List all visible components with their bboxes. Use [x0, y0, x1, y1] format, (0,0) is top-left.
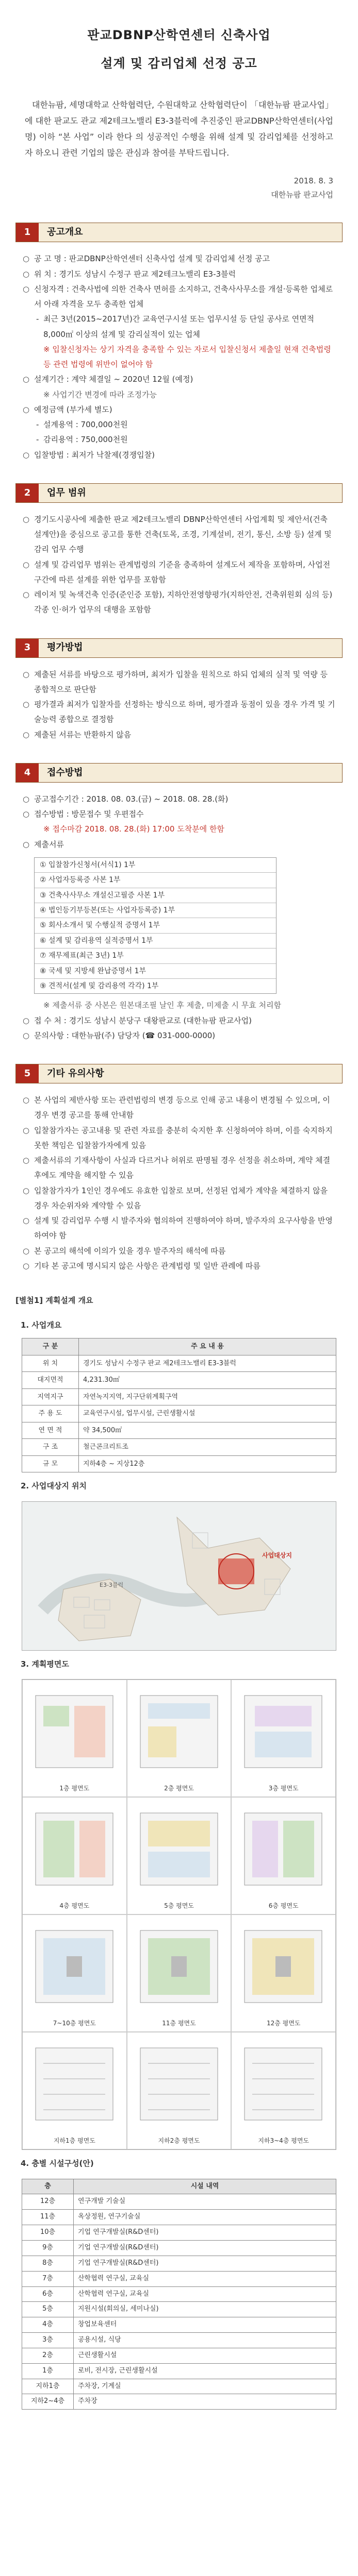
table-cell: 규 모: [22, 1455, 79, 1472]
text-line: ○ 제출된 서류는 반환하지 않음: [23, 727, 335, 742]
table-cell: 주 용 도: [22, 1405, 79, 1422]
table-cell: 지하2~4층: [22, 2394, 74, 2410]
table-row: [22, 2394, 336, 2410]
title-line-2: 설계 및 감리업체 선정 공고: [101, 56, 257, 71]
floor-plan: [127, 1797, 232, 1914]
intro-paragraph: 대한뉴팜, 세명대학교 산학협력단, 수원대학교 산학협력단이 「대한뉴팜 판교사업」 에 대한 판교도 관교 제2테크노밸리 E3-3블럭에 추진중인 판교DBNP산학연센터(사업명) 이하 “본 사업” 이라 한다 의 성공적인 수행을 위해 설계 및 감리업체를 선정하고자 하오니 관련 기업의 많은 관심과 참여를 부탁드립니다.: [25, 99, 333, 158]
floor-plan: [127, 1914, 232, 2032]
site-location-map: [22, 1501, 336, 1651]
document-item: ⑥ 설계 및 감리용역 실적증명서 1부: [35, 934, 276, 948]
block-label: E3-3블럭: [100, 1581, 124, 1588]
table-row: [22, 1388, 336, 1405]
text-line: ○ 문의사항 : 대한뉴팜(주) 담당자 (☎ 031-000-0000): [23, 1028, 335, 1043]
table-cell: 2층: [22, 2348, 74, 2363]
site-map-drawing: [22, 1502, 336, 1651]
table-row: [22, 2256, 336, 2271]
table-cell: 옥상정원, 연구기술실: [74, 2210, 336, 2225]
table-cell: 산학협력 연구실, 교육실: [74, 2286, 336, 2302]
table-cell: 8층: [22, 2256, 74, 2271]
section-title: 접수방법: [39, 764, 342, 782]
floor-plan-caption: 지하2층 평면도: [158, 2137, 200, 2144]
text-line: ○ 본 사업의 제반사항 또는 관련법령의 변경 등으로 인해 공고 내용이 변경될 수 있으며, 이 경우 변경 공고를 통해 안내함: [23, 1093, 335, 1123]
title-line-1: 판교DBNP산학연센터 신축사업: [87, 28, 271, 42]
floor-plan: [231, 1797, 336, 1914]
table-cell: 자연녹지지역, 지구단위계획구역: [79, 1388, 336, 1405]
table-row: [22, 1422, 336, 1439]
text-line: ○ 제출서류의 기재사항이 사실과 다르거나 허위로 판명될 경우 선정을 취소하며, 계약 체결 후에도 계약을 해지할 수 있음: [23, 1153, 335, 1183]
table-row: [22, 1439, 336, 1456]
section-title: 평가방법: [39, 639, 342, 657]
table-row: [22, 2271, 336, 2286]
announcement-date: 2018. 8. 3: [294, 176, 333, 186]
floor-plan-caption: 2층 평면도: [164, 1784, 194, 1792]
table-row: [22, 1355, 336, 1372]
table-cell: 지역지구: [22, 1388, 79, 1405]
floor-plan: [127, 1680, 232, 1797]
table-cell: 위 치: [22, 1355, 79, 1372]
table-cell: 10층: [22, 2225, 74, 2241]
floor-plan: [22, 1680, 127, 1797]
floor-plan-grid: [22, 1679, 336, 2150]
section-title: 공고개요: [39, 223, 342, 242]
table-row: [22, 2240, 336, 2256]
table-cell: 4층: [22, 2317, 74, 2333]
text-line: ○ 제출서류: [23, 837, 335, 852]
date-block: [0, 161, 358, 202]
floor-plan-caption: 11층 평면도: [162, 2019, 196, 2027]
table-cell: 철근콘크리트조: [79, 1439, 336, 1456]
text-line: ○ 접수방법 : 방문접수 및 우편접수: [23, 807, 335, 822]
floor-plan-caption: 12층 평면도: [266, 2019, 301, 2027]
site-highlight: [218, 1558, 254, 1584]
text-line: ○ 제출된 서류를 바탕으로 평가하며, 최저가 입찰을 원칙으로 하되 업체의 실적 및 역량 등 종합적으로 판단함: [23, 667, 335, 698]
subsection-title: 3. 계획평면도: [21, 1659, 69, 1669]
table-cell: 창업보육센터: [74, 2317, 336, 2333]
floor-plan-caption: 3층 평면도: [268, 1784, 299, 1792]
table-cell: 공용시설, 식당: [74, 2333, 336, 2348]
floor-plan: [231, 1914, 336, 2032]
text-line: ○ 입찰방법 : 최저가 낙찰제(경쟁입찰): [23, 448, 335, 463]
section-number: 1: [16, 223, 39, 242]
table-cell: 산학협력 연구실, 교육실: [74, 2271, 336, 2286]
section-evaluation: [0, 638, 358, 742]
text-line: ○ 설계 및 감리업무 수행 시 발주자와 협의하여 진행하여야 하며, 발주자의 요구사항을 반영하여야 함: [23, 1213, 335, 1244]
floor-plan-caption: 5층 평면도: [164, 1902, 194, 1909]
table-row: [22, 2348, 336, 2363]
section-heading: [15, 223, 343, 242]
table-row: [22, 2225, 336, 2241]
table-header-cell: 층: [22, 2179, 74, 2194]
table-header-cell: 구 분: [22, 1338, 79, 1355]
section-title: 기타 유의사항: [39, 1064, 342, 1083]
table-cell: 7층: [22, 2271, 74, 2286]
text-line: - 설계용역 : 700,000천원: [23, 417, 335, 432]
note-line: ※ 입찰신청자는 상기 자격을 충족할 수 있는 자로서 입찰신청서 제출일 현재 건축법령 등 관련 법령에 위반이 없어야 함: [43, 344, 331, 369]
document-header: [0, 0, 358, 82]
table-cell: 근린생활시설: [74, 2348, 336, 2363]
section-number: 5: [16, 1064, 39, 1083]
document-item: ④ 법인등기부등본(또는 사업자등록증) 1부: [35, 903, 276, 918]
section-heading: [15, 483, 343, 503]
table-row: [22, 2317, 336, 2333]
floor-plan: [22, 2032, 127, 2149]
text-line: ○ 입찰참가자는 공고내용 및 관련 자료를 충분히 숙지한 후 신청하여야 하며, 이를 숙지하지 못한 책임은 입찰참가자에게 있음: [23, 1123, 335, 1154]
table-cell: 9층: [22, 2240, 74, 2256]
floor-plan-caption: 6층 평면도: [268, 1902, 299, 1909]
text-line: - 감리용역 : 750,000천원: [23, 432, 335, 447]
table-cell: 로비, 전시장, 근린생활시설: [74, 2363, 336, 2379]
document-item: ⑨ 견적서(설계 및 감리용역 각각) 1부: [40, 981, 159, 990]
table-cell: 4,231.30㎡: [79, 1372, 336, 1389]
floor-plan-caption: 1층 평면도: [59, 1784, 90, 1792]
text-line: ○ 예정금액 (부가세 별도): [23, 402, 335, 417]
note-line: ※ 사업기간 변경에 따라 조정가능: [43, 389, 157, 399]
table-row: [22, 1455, 336, 1472]
section-heading: [15, 763, 343, 783]
text-line: ○ 설계기간 : 계약 체결일 ~ 2020년 12월 (예정): [23, 372, 335, 387]
document-item: ② 사업자등록증 사본 1부: [35, 873, 276, 888]
text-line: ○ 접 수 처 : 경기도 성남시 분당구 대왕판교로 (대한뉴팜 판교사업): [23, 1013, 335, 1028]
section-title: 업무 범위: [39, 484, 342, 502]
table-cell: 구 조: [22, 1439, 79, 1456]
table-header-cell: 시설 내역: [74, 2179, 336, 2194]
table-row: [22, 2333, 336, 2348]
section-number: 2: [16, 484, 39, 502]
table-row: [22, 2286, 336, 2302]
text-line: ○ 신청자격 : 건축사법에 의한 건축사 면허를 소지하고, 건축사사무소를 개설·등록한 업체로서 아래 자격을 모두 충족한 업체: [23, 282, 335, 312]
text-line: ○ 경기도시공사에 제출한 판교 제2테크노밸리 DBNP산학연센터 사업계획 및 제안서(건축 설계안)을 중심으로 공고를 통한 건축(토목, 조경, 기계설비, 전기, 통신, 소방 등) 설계 및 감리 업무 수행: [23, 512, 335, 557]
document-item: ⑧ 국세 및 지방세 완납증명서 1부: [35, 964, 276, 979]
table-row: [22, 1405, 336, 1422]
section-number: 4: [16, 764, 39, 782]
table-cell: 약 34,500㎡: [79, 1422, 336, 1439]
table-cell: 3층: [22, 2333, 74, 2348]
table-cell: 1층: [22, 2363, 74, 2379]
section-overview: [0, 223, 358, 463]
table-cell: 5층: [22, 2302, 74, 2317]
table-row: [22, 2363, 336, 2379]
floor-plan: [231, 1680, 336, 1797]
table-cell: 연구개발 기술실: [74, 2194, 336, 2210]
section-heading: [15, 638, 343, 658]
subsection-title: 2. 사업대상지 위치: [21, 1481, 87, 1491]
table-cell: 교육연구시설, 업무시설, 근린생활시설: [79, 1405, 336, 1422]
floor-plan-caption: 지하1층 평면도: [53, 2137, 95, 2144]
table-cell: 지하1층: [22, 2379, 74, 2394]
subsection-title: 1. 사업개요: [21, 1320, 62, 1330]
site-label: 사업대상지: [262, 1551, 292, 1559]
table-cell: 기업 연구개발실(R&D센터): [74, 2256, 336, 2271]
table-cell: 주차장: [74, 2394, 336, 2410]
table-cell: 기업 연구개발실(R&D센터): [74, 2225, 336, 2241]
document-item: ⑤ 회사소개서 및 수행실적 증명서 1부: [35, 918, 276, 933]
floor-facility-table: [22, 2179, 336, 2410]
table-row: [22, 2210, 336, 2225]
text-line: ○ 기타 본 공고에 명시되지 않은 사항은 관계법령 및 일반 관례에 따름: [23, 1259, 335, 1274]
note-line: ※ 접수마감 2018. 08. 28.(화) 17:00 도착분에 한함: [43, 824, 224, 834]
table-cell: 기업 연구개발실(R&D센터): [74, 2240, 336, 2256]
table-row: [22, 2302, 336, 2317]
issuer-name: 대한뉴팜 판교사업: [271, 190, 333, 200]
table-cell: 지원시설(회의실, 세미나실): [74, 2302, 336, 2317]
floor-plan: [22, 1797, 127, 1914]
text-line: ○ 입찰참가자가 1인인 경우에도 유효한 입찰로 보며, 선정된 업체가 계약을 체결하지 않을 경우 차순위자와 계약할 수 있음: [23, 1183, 335, 1214]
table-cell: 경기도 성남시 수정구 판교 제2테크노밸리 E3-3블럭: [79, 1355, 336, 1372]
section-heading: [15, 1064, 343, 1083]
table-cell: 대지면적: [22, 1372, 79, 1389]
floor-plan-caption: 지하3~4층 평면도: [258, 2137, 310, 2144]
floor-plan: [22, 1914, 127, 2032]
table-cell: 지하4층 ~ 지상12층: [79, 1455, 336, 1472]
note-line: ※ 제출서류 중 사본은 원본대조필 날인 후 제출, 미제출 시 무효 처리함: [43, 1001, 282, 1010]
table-row: [22, 1372, 336, 1389]
document-item: ③ 건축사사무소 개설신고필증 사본 1부: [35, 888, 276, 903]
floor-plan-caption: 4층 평면도: [59, 1902, 90, 1909]
text-line: ○ 공 고 명 : 판교DBNP산학연센터 신축사업 설계 및 감리업체 선정 공고: [23, 251, 335, 266]
table-cell: 6층: [22, 2286, 74, 2302]
document-item: ① 입찰참가신청서(서식1) 1부: [35, 858, 276, 873]
floor-plan-caption: 7~10층 평면도: [53, 2019, 96, 2027]
table-row: [22, 2379, 336, 2394]
text-line: ○ 평가결과 최저가 입찰자를 선정하는 방식으로 하며, 평가결과 동점이 있을 경우 가격 및 기술능력 종합으로 결정함: [23, 697, 335, 727]
subsection-title: 4. 층별 시설구성(안): [21, 2159, 94, 2168]
text-line: ○ 설계 및 감리업무 범위는 관계법령의 기준을 충족하여 설계도서 제작을 포함하며, 사업전 구간에 따른 설계를 위한 업무를 포함함: [23, 557, 335, 588]
table-cell: 12층: [22, 2194, 74, 2210]
document-item: ⑦ 재무제표(최근 3년) 1부: [35, 948, 276, 963]
section-submission: [0, 763, 358, 1043]
project-overview-table: [22, 1338, 336, 1472]
section-notices: [0, 1064, 358, 1274]
table-header-cell: 주 요 내 용: [79, 1338, 336, 1355]
text-line: ○ 본 공고의 해석에 이의가 있을 경우 발주자의 해석에 따름: [23, 1244, 335, 1259]
section-scope: [0, 483, 358, 618]
text-line: ○ 레이저 및 녹색건축 인증(준인증 포함), 지하안전영향평가(지하안전, 건축위원회 심의 등) 각종 인·허가 업무의 대행을 포함함: [23, 587, 335, 618]
table-cell: 11층: [22, 2210, 74, 2225]
floor-plan: [231, 2032, 336, 2149]
floor-plan: [127, 2032, 232, 2149]
attachment-title: [별첨1] 계획설계 개요: [15, 1296, 93, 1306]
required-documents-box: [34, 857, 276, 994]
text-line: ○ 위 치 : 경기도 성남시 수정구 판교 제2테크노밸리 E3-3블럭: [23, 267, 335, 282]
text-line: ○ 공고접수기간 : 2018. 08. 03.(금) ~ 2018. 08. 28.(화): [23, 792, 335, 807]
text-line: - 최근 3년(2015~2017년)간 교육연구시설 또는 업무시설 등 단일 공사로 연면적 8,000㎡ 이상의 설계 및 감리실적이 있는 업체: [23, 312, 335, 342]
table-cell: 주차장, 기계실: [74, 2379, 336, 2394]
table-cell: 연 면 적: [22, 1422, 79, 1439]
section-number: 3: [16, 639, 39, 657]
table-row: [22, 2194, 336, 2210]
